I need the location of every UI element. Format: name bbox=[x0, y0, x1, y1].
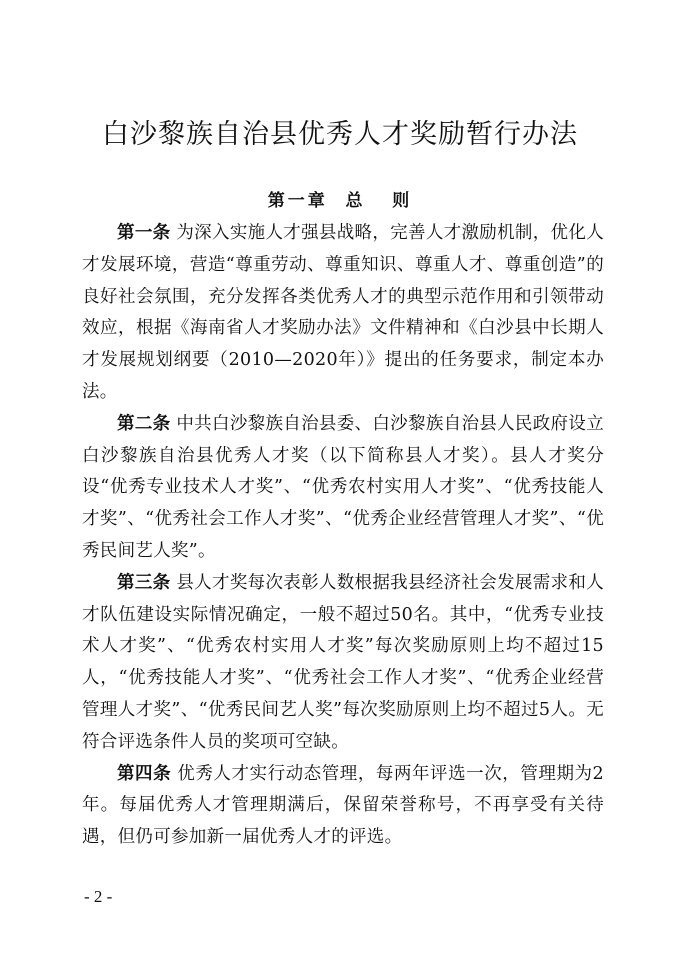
article-label: 第二条 bbox=[117, 413, 171, 434]
document-body bbox=[82, 218, 604, 854]
article-text: 中共白沙黎族自治县委、白沙黎族自治县人民政府设立白沙黎族自治县优秀人才奖（以下简称县人才奖）。县人才奖分设“优秀专业技术人才奖”、“优秀农村实用人才奖”、“优秀技能人才奖”、“优秀社会工作人才奖”、“优秀企业经营管理人才奖”、“优秀民间艺人奖”。 bbox=[82, 413, 604, 561]
article-label: 第三条 bbox=[117, 572, 171, 593]
article-text: 优秀人才实行动态管理，每两年评选一次，管理期为2年。每届优秀人才管理期满后，保留荣誉称号，不再享受有关待遇，但仍可参加新一届优秀人才的评选。 bbox=[82, 763, 604, 848]
article-3 bbox=[82, 568, 604, 759]
article-text: 为深入实施人才强县战略，完善人才激励机制，优化人才发展环境，营造“尊重劳动、尊重知识、尊重人才、尊重创造”的良好社会氛围，充分发挥各类优秀人才的典型示范作用和引领带动效应，根据《海南省人才奖励办法》文件精神和《白沙县中长期人才发展规划纲要（2010—2020年）》提出的任务要求，制定本办法。 bbox=[82, 223, 604, 402]
chapter-heading: 第一章 总 则 bbox=[267, 191, 413, 211]
article-label: 第四条 bbox=[117, 763, 172, 784]
document-title: 白沙黎族自治县优秀人才奖励暂行办法 bbox=[102, 119, 578, 150]
page-number: - 2 - bbox=[84, 887, 113, 906]
article-label: 第一条 bbox=[117, 223, 171, 243]
article-1 bbox=[82, 218, 604, 409]
article-2 bbox=[82, 409, 604, 568]
article-text: 县人才奖每次表彰人数根据我县经济社会发展需求和人才队伍建设实际情况确定，一般不超过50名。其中，“优秀专业技术人才奖”、“优秀农村实用人才奖”每次奖励原则上均不超过15人，“优秀技能人才奖”、“优秀社会工作人才奖”、“优秀企业经营管理人才奖”、“优秀民间艺人奖”每次奖励原则上均不超过5人。无符合评选条件人员的奖项可空缺。 bbox=[82, 572, 604, 752]
article-4 bbox=[82, 759, 604, 854]
